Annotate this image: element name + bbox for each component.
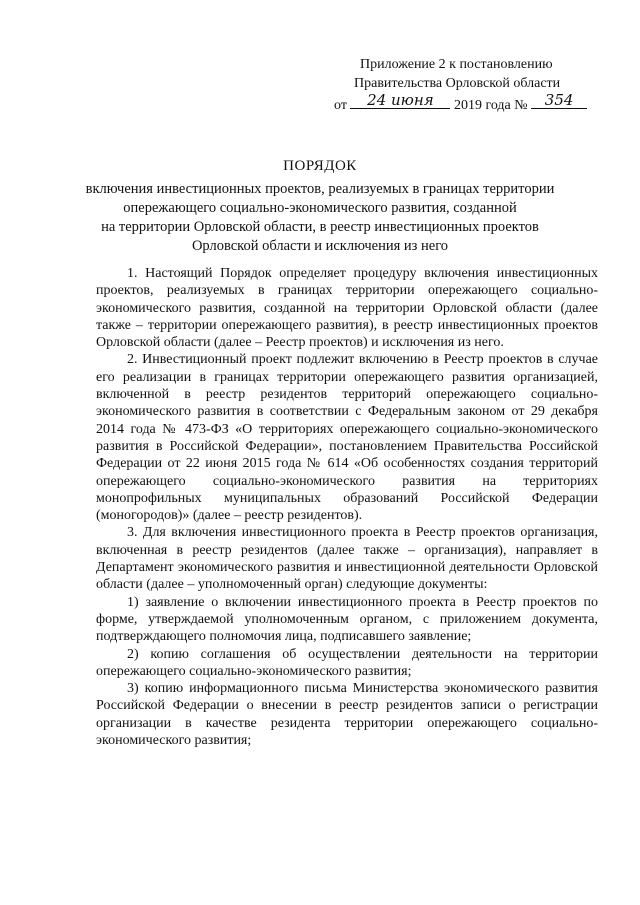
list-item-2: 2) копию соглашения об осуществлении деятельности на территории опережающего социально-экономического развития;: [96, 646, 598, 679]
appendix-line-3: [334, 93, 614, 115]
handwritten-number: 354: [544, 91, 574, 109]
list-item-3: 3) копию информационного письма Министерства экономического развития Российской Федерации о внесении в реестр резидентов записи о регистрации организации в качестве резидента территории опережающего социально-экономического развития;: [96, 681, 598, 749]
title-heading: ПОРЯДОК: [283, 158, 357, 174]
number-field: [531, 93, 587, 109]
appendix-line-1: Приложение 2 к постановлению: [360, 57, 553, 72]
list-item-1: 1) заявление о включении инвестиционного проекта в Реестр проектов по форме, утверждаемой уполномоченным органом, с приложением документа, подтверждающего полномочия лица, подписавшего заявление;: [96, 594, 598, 645]
handwritten-date: 24 июня: [367, 91, 434, 109]
title-line-4: Орловской области и исключения из него: [191, 238, 449, 254]
date-field: [350, 93, 450, 109]
paragraph-1: 1. Настоящий Порядок определяет процедуру включения инвестиционных проектов, реализуемых в границах территории опережающего социально-экономического развития, созданной на территории Орловской области (далее также – территории опережающего развития), в реестр инвестиционных проектов Орловской области (далее – Реестр проектов) и исключения из него.: [96, 266, 598, 351]
document-body: [96, 265, 598, 749]
appendix-line-2: Правительства Орловской области: [354, 76, 561, 91]
title-line-2: опережающего социально-экономического развития, созданной: [123, 200, 517, 216]
date-prefix: от: [334, 98, 347, 113]
title-line-3: на территории Орловской области, в реестр инвестиционных проектов: [101, 219, 539, 235]
document-title: [40, 157, 600, 256]
paragraph-3: 3. Для включения инвестиционного проекта в Реестр проектов организация, включенная в реестр резидентов (далее также – организация), направляет в Департамент экономического развития и инвестиционной деятельности Орловской области (далее – уполномоченный орган) следующие документы:: [96, 525, 598, 593]
year-text: 2019 года №: [453, 98, 528, 113]
title-line-1: включения инвестиционных проектов, реализуемых в границах территории: [85, 181, 555, 197]
paragraph-2: 2. Инвестиционный проект подлежит включению в Реестр проектов в случае его реализации в границах территории опережающего развития организацией, включенной в реестр резидентов территорий опережающего социально-экономического развития в соответствии с Федеральным законом от 29 декабря 2014 года № 473-ФЗ «О территориях опережающего социально-экономического развития в Российской Федерации», постановлением Правительства Российской Федерации от 22 июня 2015 года № 614 «Об особенностях создания территорий опережающего социально-экономического развития на территориях монопрофильных муниципальных образований Российской Федерации (моногородов)» (далее – реестр резидентов).: [96, 352, 598, 524]
